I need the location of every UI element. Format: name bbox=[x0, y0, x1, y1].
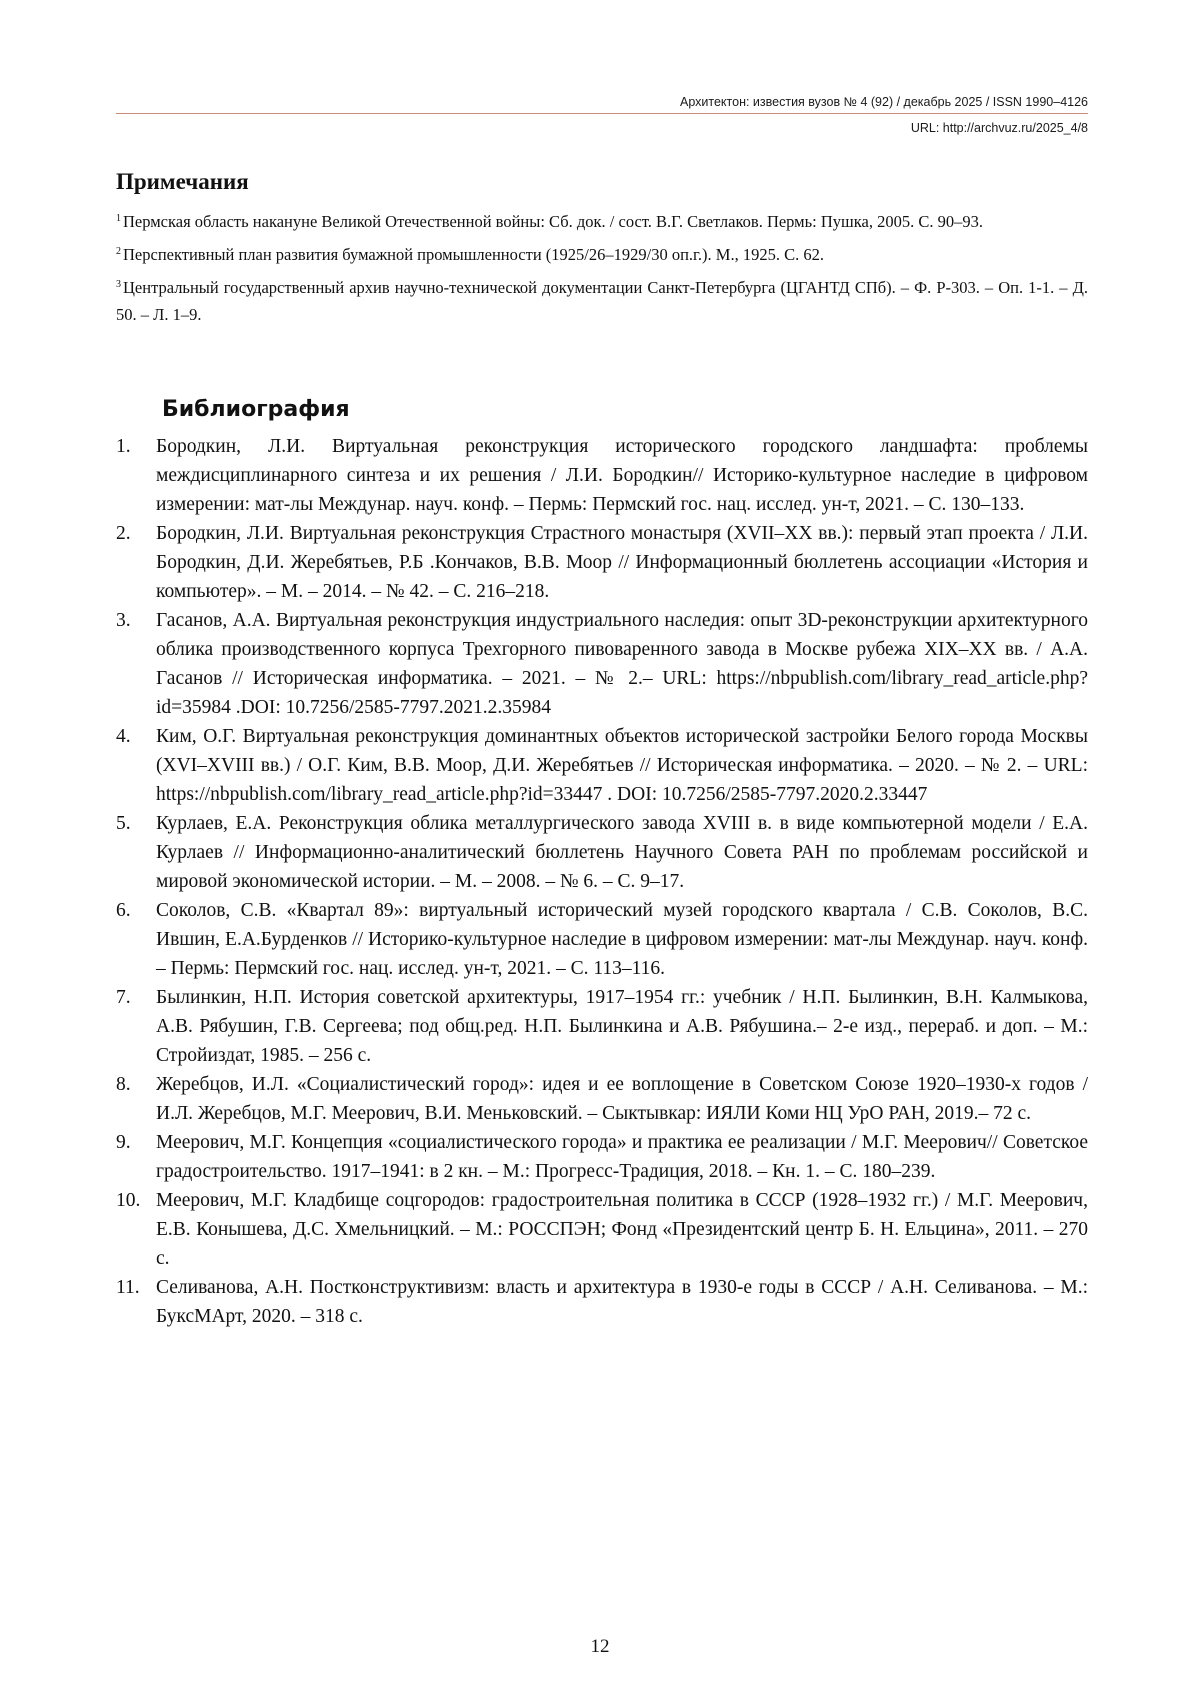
bibliography-number: 11. bbox=[116, 1277, 140, 1298]
bibliography-text: Ким, О.Г. Виртуальная реконструкция доминантных объектов исторической застройки Белого города Москвы (XVI–XVIII вв.) / О.Г. Ким, В.В. Моор, Д.И. Жеребятьев // Историческая информатика. – 2020. – № 2. – URL: https://nbpublish.com/library_read_article.php?id=33447 . DOI: 10.7256/2585-7797.2020.2.33447 bbox=[156, 726, 1088, 805]
bibliography-item bbox=[116, 1186, 1088, 1273]
note-marker: 3 bbox=[116, 279, 121, 290]
note-marker: 2 bbox=[116, 246, 121, 257]
bibliography-item bbox=[116, 896, 1088, 983]
bibliography-text: Бородкин, Л.И. Виртуальная реконструкция исторического городского ландшафта: проблемы междисциплинарного синтеза и их решения / Л.И. Бородкин// Историко-культурное наследие в цифровом измерении: мат-лы Междунар. науч. конф. – Пермь: Пермский гос. нац. исслед. ун-т, 2021. – С. 130–133. bbox=[156, 436, 1088, 515]
note-marker: 1 bbox=[116, 213, 121, 224]
bibliography-item bbox=[116, 809, 1088, 896]
note-item bbox=[116, 238, 1088, 268]
bibliography-heading: Библиография bbox=[162, 397, 350, 422]
bibliography-number: 8. bbox=[116, 1074, 131, 1095]
bibliography-text: Меерович, М.Г. Концепция «социалистического города» и практика ее реализации / М.Г. Меерович// Советское градостроительство. 1917–1941: в 2 кн. – М.: Прогресс-Традиция, 2018. – Кн. 1. – С. 180–239. bbox=[156, 1132, 1088, 1182]
bibliography-text: Былинкин, Н.П. История советской архитектуры, 1917–1954 гг.: учебник / Н.П. Былинкин, В.Н. Калмыкова, А.В. Рябушин, Г.В. Сергеева; под общ.ред. Н.П. Былинкина и А.В. Рябушина.– 2-е изд., перераб. и доп. – М.: Стройиздат, 1985. – 256 с. bbox=[156, 987, 1088, 1066]
note-text: Центральный государственный архив научно-технической документации Санкт-Петербурга (ЦГАНТД СПб). – Ф. Р-303. – Оп. 1-1. – Д. 50. – Л. 1–9. bbox=[116, 278, 1088, 324]
running-header: Архитектон: известия вузов № 4 (92) / декабрь 2025 / ISSN 1990–4126 bbox=[680, 95, 1088, 109]
note-text: Перспективный план развития бумажной промышленности (1925/26–1929/30 оп.г.). М., 1925. С. 62. bbox=[123, 245, 824, 264]
bibliography-text: Курлаев, Е.А. Реконструкция облика металлургического завода XVIII в. в виде компьютерной модели / Е.А. Курлаев // Информационно-аналитический бюллетень Научного Совета РАН по проблемам российской и мировой экономической истории. – М. – 2008. – № 6. – С. 9–17. bbox=[156, 813, 1088, 892]
note-item bbox=[116, 271, 1088, 328]
bibliography-list bbox=[116, 432, 1088, 1331]
page-number: 12 bbox=[590, 1636, 610, 1657]
note-item bbox=[116, 205, 1088, 235]
bibliography-item bbox=[116, 1273, 1088, 1331]
bibliography-number: 1. bbox=[116, 436, 131, 457]
bibliography-item bbox=[116, 606, 1088, 722]
bibliography-item bbox=[116, 519, 1088, 606]
bibliography-item bbox=[116, 983, 1088, 1070]
bibliography-text: Селиванова, А.Н. Постконструктивизм: власть и архитектура в 1930-е годы в СССР / А.Н. Селиванова. – М.: БуксМАрт, 2020. – 318 с. bbox=[156, 1277, 1088, 1327]
note-text: Пермская область накануне Великой Отечественной войны: Сб. док. / сост. В.Г. Светлаков. Пермь: Пушка, 2005. С. 90–93. bbox=[123, 212, 983, 231]
notes-list bbox=[116, 205, 1088, 331]
bibliography-text: Жеребцов, И.Л. «Социалистический город»: идея и ее воплощение в Советском Союзе 1920–1930-х годов / И.Л. Жеребцов, М.Г. Меерович, В.И. Меньковский. – Сыктывкар: ИЯЛИ Коми НЦ УрО РАН, 2019.– 72 с. bbox=[156, 1074, 1088, 1124]
bibliography-number: 6. bbox=[116, 900, 131, 921]
bibliography-number: 5. bbox=[116, 813, 131, 834]
bibliography-number: 3. bbox=[116, 610, 131, 631]
bibliography-number: 10. bbox=[116, 1190, 141, 1211]
notes-heading: Примечания bbox=[116, 169, 249, 194]
bibliography-text: Бородкин, Л.И. Виртуальная реконструкция Страстного монастыря (XVII–XX вв.): первый этап проекта / Л.И. Бородкин, Д.И. Жеребятьев, Р.Б .Кончаков, В.В. Моор // Информационный бюллетень ассоциации «История и компьютер». – М. – 2014. – № 42. – С. 216–218. bbox=[156, 523, 1088, 602]
bibliography-text: Меерович, М.Г. Кладбище соцгородов: градостроительная политика в СССР (1928–1932 гг.) / М.Г. Меерович, Е.В. Конышева, Д.С. Хмельницкий. – М.: РОССПЭН; Фонд «Президентский центр Б. Н. Ельцина», 2011. – 270 с. bbox=[156, 1190, 1088, 1269]
bibliography-item bbox=[116, 722, 1088, 809]
header-url: URL: http://archvuz.ru/2025_4/8 bbox=[910, 121, 1088, 135]
bibliography-item bbox=[116, 1070, 1088, 1128]
bibliography-number: 4. bbox=[116, 726, 131, 747]
bibliography-item bbox=[116, 432, 1088, 519]
bibliography-text: Соколов, С.В. «Квартал 89»: виртуальный исторический музей городского квартала / С.В. Соколов, В.С. Ившин, Е.А.Бурденков // Историко-культурное наследие в цифровом измерении: мат-лы Междунар. науч. конф. – Пермь: Пермский гос. нац. исслед. ун-т, 2021. – С. 113–116. bbox=[156, 900, 1088, 979]
bibliography-number: 9. bbox=[116, 1132, 131, 1153]
header-divider bbox=[116, 113, 1088, 114]
bibliography-text: Гасанов, А.А. Виртуальная реконструкция индустриального наследия: опыт 3D-реконструкции архитектурного облика производственного корпуса Трехгорного пивоваренного завода в Москве рубежа XIX–XX вв. / А.А. Гасанов // Историческая информатика. – 2021. – № 2.– URL: https://nbpublish.com/library_read_article.php?id=35984 .DOI: 10.7256/2585-7797.2021.2.35984 bbox=[156, 610, 1088, 718]
bibliography-number: 2. bbox=[116, 523, 131, 544]
bibliography-item bbox=[116, 1128, 1088, 1186]
bibliography-number: 7. bbox=[116, 987, 131, 1008]
